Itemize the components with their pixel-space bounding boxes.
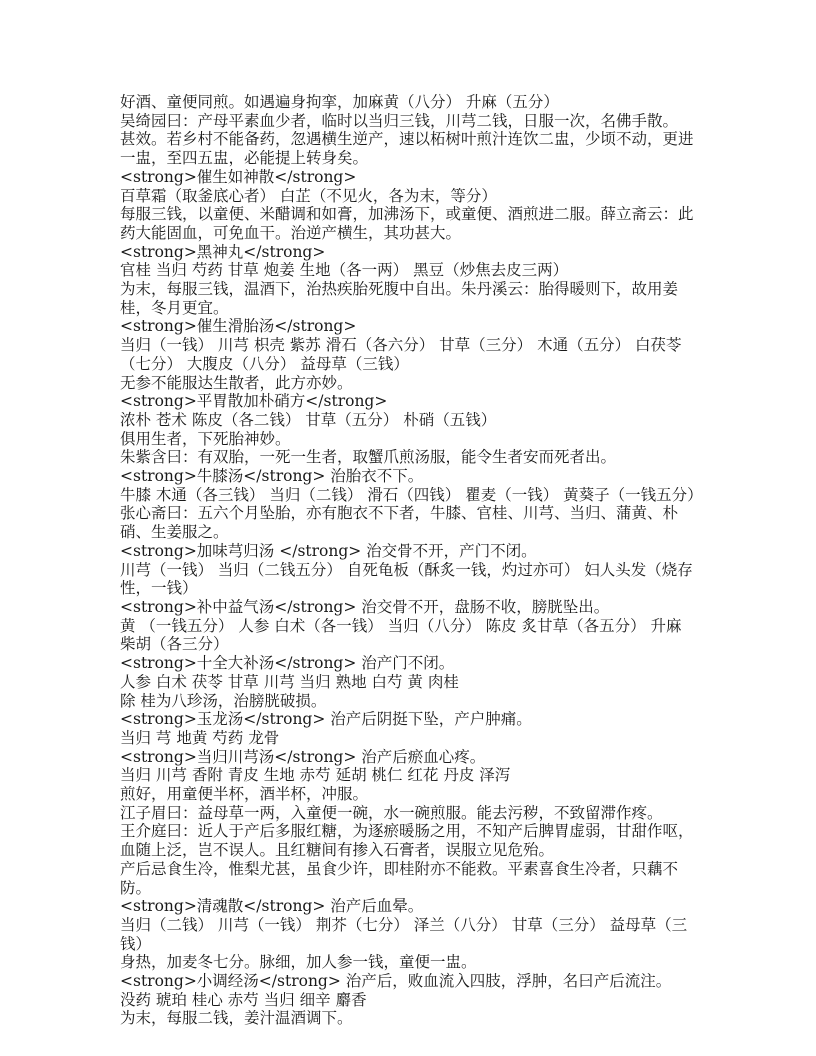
ingredient-line: 当归（二钱） 川芎（一钱） 荆芥（七分） 泽兰（八分） 甘草（三分） 益母草（三钱） [120,915,688,953]
text-line: 甚效。若乡村不能备药，忽遇横生逆产，速以柘树叶煎汁连饮二盅，少顷不动，更进一盅，至四五盅，必能提上转身矣。 [120,130,694,168]
recipe-heading: <strong>小调经汤</strong> 治产后，败血流入四肢，浮肿，名曰产后流注。 [120,972,672,991]
text-line: 煎好，用童便半杯，酒半杯，冲服。 [120,785,369,804]
ingredient-line: 没药 琥珀 桂心 赤芍 当归 细辛 麝香 [120,990,367,1009]
ingredient-line: 官桂 当归 芍药 甘草 炮姜 生地（各一两） 黑豆（炒焦去皮三两） [120,261,569,280]
ingredient-line: 当归 川芎 香附 青皮 生地 赤芍 延胡 桃仁 红花 丹皮 泽泻 [120,766,511,785]
text-line: 产后忌食生冷，惟梨尤甚，虽食少许，即桂附亦不能救。平素喜食生冷者，只藕不防。 [120,859,679,897]
text-line: 除 桂为八珍汤，治膀胱破损。 [120,691,327,710]
recipe-heading: <strong>玉龙汤</strong> 治产后阴挺下坠，产户肿痛。 [120,710,532,729]
ingredient-line: 百草霜（取釜底心者） 白芷（不见火，各为末，等分） [120,186,497,205]
recipe-heading: <strong>牛膝汤</strong> 治胎衣不下。 [120,467,424,486]
text-line: 为末，每服三钱，温酒下，治热疾胎死腹中自出。朱丹溪云：胎得暖则下，故用姜桂，冬月更宜。 [120,280,679,317]
text-line: 好酒、童便同煎。如遇遍身拘挛，加麻黄（八分） 升麻（五分） [120,93,559,111]
recipe-heading: <strong>催生滑胎汤</strong> [120,317,357,336]
ingredient-line: 当归 芎 地黄 芍药 龙骨 [120,728,280,747]
text-line: 为末，每服二钱，姜汁温酒调下。 [120,1009,353,1028]
ingredient-line: 牛膝 木通（各三钱） 当归（二钱） 滑石（四钱） 瞿麦（一钱） 黄葵子（一钱五分） [120,485,703,504]
recipe-heading: <strong>加味芎归汤 </strong> 治交骨不开，产门不闭。 [120,541,537,560]
text-line: 朱紫含曰：有双胎，一死一生者，取蟹爪煎汤服，能令生者安而死者出。 [120,448,617,467]
recipe-heading: <strong>催生如神散</strong> [120,167,357,186]
text-line: 江子眉曰：益母草一两，入童便一碗，水一碗煎服。能去污秽，不致留滞作疼。 [120,803,663,822]
text-line: 身热，加麦冬七分。脉细，加人参一钱，童便一盅。 [120,953,477,972]
text-line: 无参不能服达生散者，此方亦妙。 [120,373,353,392]
recipe-heading: <strong>十全大补汤</strong> 治产门不闭。 [120,654,455,673]
recipe-heading: <strong>平胃散加朴硝方</strong> [120,392,388,411]
recipe-heading: <strong>补中益气汤</strong> 治交骨不开，盘肠不收，膀胱坠出。 [120,597,610,616]
text-line: 俱用生者，下死胎神妙。 [120,429,291,448]
ingredient-line: 人参 白术 茯苓 甘草 川芎 当归 熟地 白芍 黄 肉桂 [120,672,459,691]
ingredient-line: 川芎（一钱） 当归（二钱五分） 自死龟板（酥炙一钱，灼过亦可） 妇人头发（烧存性，一钱） [120,560,693,598]
text-line: 王介庭曰：近人于产后多服红糖，为逐瘀暖肠之用，不知产后脾胃虚弱，甘甜作呕，血随上泛，岂不误人。且红糖间有掺入石膏者，误服立见危殆。 [120,822,694,860]
ingredient-line: 黄 （一钱五分） 人参 白术（各一钱） 当归（八分） 陈皮 炙甘草（各五分） 升麻 柴胡（各三分） [120,616,687,654]
ingredient-line: 当归（一钱） 川芎 枳壳 紫苏 滑石（各六分） 甘草（三分） 木通（五分） 白茯苓（七分） 大腹皮（八分） 益母草（三钱） [120,336,682,373]
ingredient-line: 浓朴 苍术 陈皮（各二钱） 甘草（五分） 朴硝（五钱） [120,410,497,429]
recipe-heading: <strong>黑神丸</strong> [120,242,326,261]
document-body [120,93,703,1028]
recipe-heading: <strong>清魂散</strong> 治产后血晕。 [120,897,424,916]
text-line: 吴绮园曰：产母平素血少者，临时以当归三钱，川芎二钱，日服一次，名佛手散。 [120,111,679,130]
text-line: 每服三钱，以童便、米醋调和如膏，加沸汤下，或童便、酒煎进二服。薛立斋云：此药大能固血，可免血干。治逆产横生，其功甚大。 [120,205,694,242]
recipe-heading: <strong>当归川芎汤</strong> 治产后瘀血心疼。 [120,747,486,766]
text-line: 张心斋曰：五六个月坠胎，亦有胞衣不下者，牛膝、官桂、川芎、当归、蒲黄、朴硝、生姜服之。 [120,504,679,542]
